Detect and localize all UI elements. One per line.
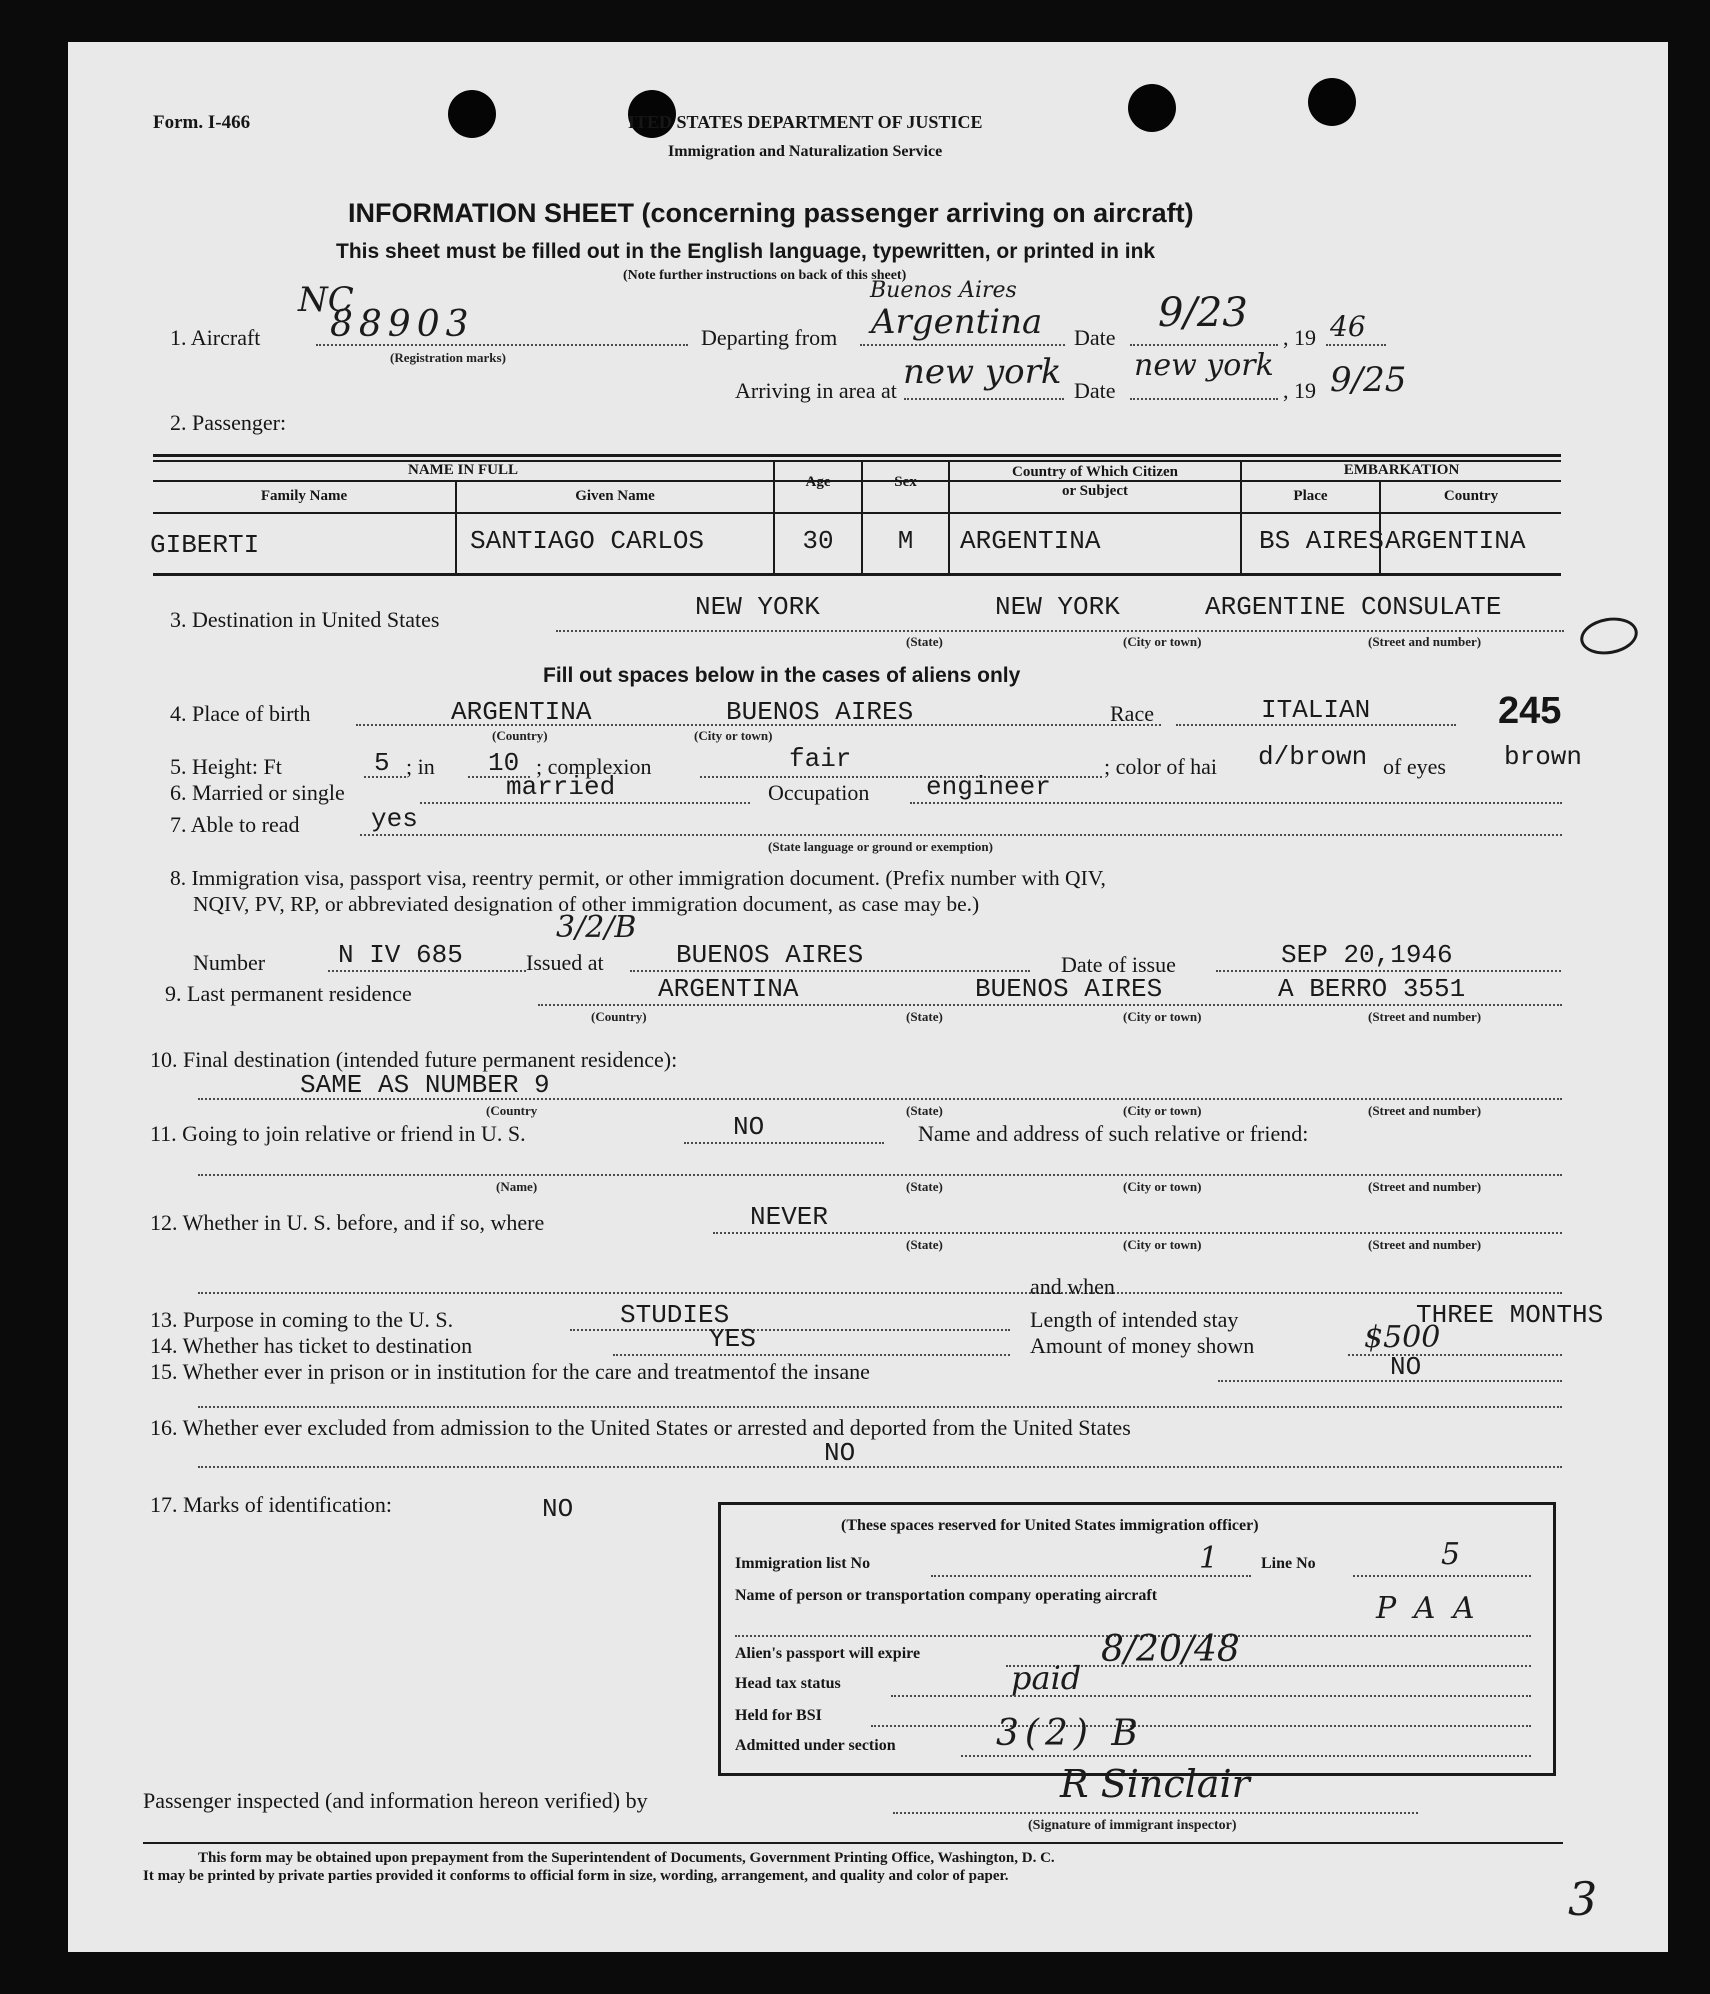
embarkation-header: EMBARKATION: [1343, 462, 1460, 478]
join-relative-label: 11. Going to join relative or friend in U. S.: [150, 1121, 526, 1146]
family-name-header: Family Name: [260, 488, 348, 504]
given-name-cell: SANTIAGO CARLOS: [470, 526, 705, 556]
admitted-under-value: 3(2) B: [996, 1713, 1144, 1754]
country-caption: (Country: [486, 1103, 538, 1118]
able-to-read-label: 7. Able to read: [170, 812, 300, 837]
identification-marks-label: 17. Marks of identification:: [150, 1492, 392, 1517]
street-caption: (Street and number): [1368, 1009, 1482, 1024]
sex-cell: M: [897, 526, 914, 556]
departing-city: Buenos Aires: [870, 278, 1017, 303]
residence-street: A BERRO 3551: [1278, 974, 1466, 1004]
aircraft-number: 88903: [330, 304, 475, 345]
height-in-label: ; in: [406, 754, 435, 779]
previous-visit-value: NEVER: [750, 1202, 829, 1232]
citizen-header-2: or Subject: [1062, 483, 1128, 499]
street-caption: (Street and number): [1368, 1103, 1482, 1118]
age-cell: 30: [802, 526, 834, 556]
stamp-number: 245: [1498, 690, 1562, 732]
state-caption: (State): [906, 1103, 943, 1118]
residence-country: ARGENTINA: [658, 974, 799, 1004]
service-name: Immigration and Naturalization Service: [668, 143, 943, 160]
hair-value: d/brown: [1258, 742, 1368, 772]
circle-mark: [1577, 613, 1640, 659]
form-number: Form. I-466: [153, 112, 251, 133]
street-caption: (Street and number): [1368, 1237, 1482, 1252]
signature-caption: (Signature of immigrant inspector): [1028, 1818, 1237, 1833]
line-number-label: Line No: [1261, 1555, 1316, 1572]
name-caption: (Name): [496, 1179, 538, 1194]
form-note: (Note further instructions on back of this sheet): [623, 268, 907, 283]
depart-date: 9/23: [1158, 290, 1248, 336]
marital-label: 6. Married or single: [170, 780, 345, 805]
state-caption: (State): [906, 1237, 943, 1252]
state-caption: (State): [906, 1179, 943, 1194]
money-value: $500: [1364, 1320, 1441, 1355]
date-of-issue-label: Date of issue: [1061, 952, 1176, 977]
race-label: Race: [1110, 701, 1154, 726]
admitted-under-label: Admitted under section: [735, 1737, 896, 1754]
excluded-value: NO: [824, 1438, 856, 1468]
occupation-value: engineer: [926, 772, 1051, 802]
passport-expire-label: Alien's passport will expire: [735, 1645, 921, 1662]
race-value: ITALIAN: [1261, 695, 1371, 725]
height-ft: 5: [374, 748, 390, 778]
final-destination-value: SAME AS NUMBER 9: [300, 1070, 550, 1100]
money-label: Amount of money shown: [1030, 1333, 1255, 1358]
inspector-signature: R Sinclair: [1060, 1762, 1250, 1806]
form-subtitle: This sheet must be filled out in the English language, typewritten, or printed in ink: [336, 240, 1156, 263]
height-ft-label: 5. Height: Ft: [170, 754, 282, 779]
purpose-value: STUDIES: [620, 1300, 730, 1330]
document-annotation: 3/2/B: [556, 910, 637, 945]
footer-line-1: This form may be obtained upon prepayment from the Superintendent of Documents, Government Printing Office, Washington, D. C.: [198, 1850, 1055, 1866]
marital-value: married: [506, 772, 616, 802]
purpose-label: 13. Purpose in coming to the U. S.: [150, 1307, 454, 1332]
join-relative-value: NO: [733, 1112, 765, 1142]
street-caption: (Street and number): [1368, 1179, 1482, 1194]
arrive-year-prefix: , 19: [1283, 378, 1316, 403]
state-caption: (State): [906, 634, 943, 649]
immigration-list-value: 1: [1199, 1541, 1219, 1576]
form-title: INFORMATION SHEET (concerning passenger arriving on aircraft): [348, 198, 1194, 228]
arrive-date: 9/25: [1330, 360, 1407, 400]
issued-at-value: BUENOS AIRES: [676, 940, 864, 970]
date-of-issue-value: SEP 20,1946: [1281, 940, 1453, 970]
eyes-value: brown: [1504, 742, 1583, 772]
city-caption: (City or town): [1123, 634, 1202, 649]
operator-label: Name of person or transportation company operating aircraft: [735, 1587, 1158, 1604]
country-caption: (Country): [492, 728, 548, 743]
ticket-label: 14. Whether has ticket to destination: [150, 1333, 473, 1358]
aircraft-prefix: NC: [298, 280, 354, 320]
head-tax-value: paid: [1011, 1659, 1082, 1697]
document-number: N IV 685: [338, 940, 463, 970]
language-caption: (State language or ground or exemption): [768, 839, 993, 854]
last-residence-label: 9. Last permanent residence: [165, 981, 412, 1006]
document-label: 8. Immigration visa, passport visa, reentry permit, or other immigration document. (Prefix number with QIV,: [170, 866, 1106, 890]
inspection-label: Passenger inspected (and information hereon verified) by: [143, 1788, 648, 1813]
issued-at-label: Issued at: [526, 950, 604, 975]
arriving-city: new york: [903, 352, 1062, 392]
state-caption: (State): [906, 1009, 943, 1024]
held-for-bsi-label: Held for BSI: [735, 1707, 822, 1724]
aircraft-label: 1. Aircraft: [170, 325, 261, 350]
complexion-label: ; complexion: [536, 754, 652, 779]
destination-street: ARGENTINE CONSULATE: [1205, 592, 1502, 622]
agency-name: ITED STATES DEPARTMENT OF JUSTICE: [628, 112, 983, 132]
previous-visit-label: 12. Whether in U. S. before, and if so, where: [150, 1210, 545, 1235]
sex-header: Sex: [894, 474, 917, 490]
punch-hole: [448, 90, 496, 138]
name-in-full-header: NAME IN FULL: [407, 462, 518, 478]
passenger-label: 2. Passenger:: [170, 410, 287, 435]
document-number-label: Number: [193, 950, 266, 975]
arrive-date-label: Date: [1074, 378, 1116, 403]
excluded-label: 16. Whether ever excluded from admission to the United States or arrested and deported from the United States: [150, 1415, 1131, 1440]
street-caption: (Street and number): [1368, 634, 1482, 649]
citizen-cell: ARGENTINA: [960, 526, 1101, 556]
identification-marks-value: NO: [542, 1494, 574, 1524]
punch-hole: [1308, 78, 1356, 126]
head-tax-label: Head tax status: [735, 1675, 841, 1692]
birth-city: BUENOS AIRES: [726, 697, 914, 727]
city-caption: (City or town): [1123, 1179, 1202, 1194]
length-of-stay-label: Length of intended stay: [1030, 1307, 1239, 1332]
city-caption: (City or town): [1123, 1009, 1202, 1024]
family-name-cell: GIBERTI: [150, 530, 260, 560]
departing-country: Argentina: [871, 302, 1043, 342]
officer-section: [718, 1502, 1556, 1776]
punch-hole: [1128, 84, 1176, 132]
and-when-label: and when: [1030, 1274, 1115, 1299]
able-to-read-value: yes: [371, 804, 418, 834]
aliens-section-header: Fill out spaces below in the cases of aliens only: [543, 664, 1021, 687]
page-mark: 3: [1568, 1872, 1598, 1926]
destination-state: NEW YORK: [695, 592, 820, 622]
city-caption: (City or town): [1123, 1103, 1202, 1118]
embarkation-place-header: Place: [1293, 488, 1328, 504]
prison-value: NO: [1390, 1352, 1422, 1382]
final-destination-label: 10. Final destination (intended future permanent residence):: [150, 1047, 678, 1072]
country-caption: (Country): [591, 1009, 647, 1024]
eyes-label: of eyes: [1383, 754, 1446, 779]
form-sheet: [68, 42, 1668, 1952]
passport-expire-value: 8/20/48: [1101, 1629, 1240, 1670]
registration-marks-caption: (Registration marks): [390, 350, 506, 365]
destination-city: NEW YORK: [995, 592, 1120, 622]
length-of-stay-value: THREE MONTHS: [1416, 1300, 1604, 1330]
depart-year-prefix: , 19: [1283, 325, 1316, 350]
embarkation-country-cell: ARGENTINA: [1385, 526, 1526, 556]
birth-country: ARGENTINA: [451, 697, 592, 727]
complexion-value: fair: [789, 744, 852, 774]
depart-year: 46: [1330, 310, 1366, 343]
operator-value: P A A: [1376, 1591, 1479, 1626]
city-caption: (City or town): [694, 728, 773, 743]
departing-label: Departing from: [701, 325, 838, 350]
depart-date-label: Date: [1074, 325, 1116, 350]
age-header: Age: [805, 474, 831, 490]
embarkation-country-header: Country: [1443, 488, 1499, 504]
occupation-label: Occupation: [768, 780, 870, 805]
footer-line-2: It may be printed by private parties provided it conforms to official form in size, wording, arrangement, and quality and color of paper.: [143, 1868, 1009, 1884]
city-caption: (City or town): [1123, 1237, 1202, 1252]
line-number-value: 5: [1441, 1537, 1461, 1572]
destination-label: 3. Destination in United States: [170, 607, 440, 632]
given-name-header: Given Name: [575, 488, 655, 504]
prison-label: 15. Whether ever in prison or in institution for the care and treatmentof the insane: [150, 1359, 870, 1384]
citizen-header: Country of Which Citizen: [1012, 464, 1178, 480]
embarkation-place-cell: BS AIRES: [1259, 526, 1384, 556]
place-of-birth-label: 4. Place of birth: [170, 701, 311, 726]
hair-label: ; color of hai: [1104, 754, 1218, 779]
officer-section-header: (These spaces reserved for United States immigration officer): [841, 1517, 1259, 1534]
ticket-value: YES: [709, 1324, 756, 1354]
arriving-label: Arriving in area at: [735, 378, 897, 403]
document-label-2: NQIV, PV, RP, or abbreviated designation of other immigration document, as case may be.): [193, 892, 980, 916]
immigration-list-label: Immigration list No: [735, 1555, 871, 1572]
arrive-date-note: new york: [1134, 348, 1274, 383]
relative-name-address-label: Name and address of such relative or friend:: [918, 1121, 1309, 1146]
height-in: 10: [488, 748, 520, 778]
residence-city: BUENOS AIRES: [975, 974, 1163, 1004]
